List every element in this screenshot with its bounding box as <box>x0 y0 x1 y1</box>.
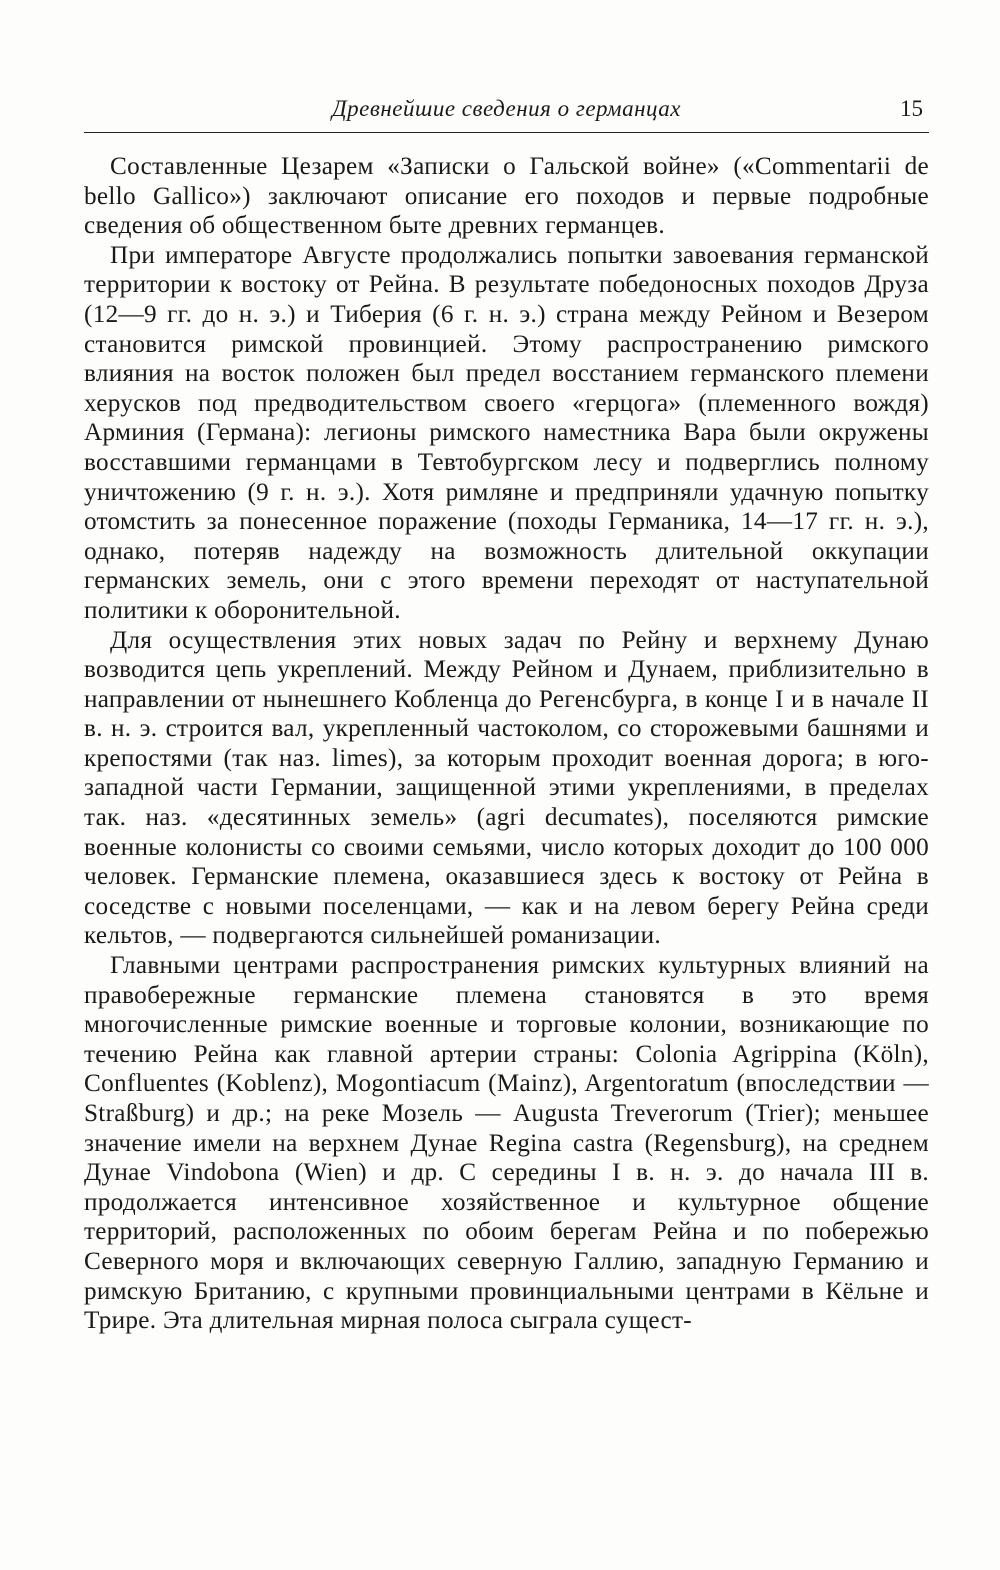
running-header <box>84 94 929 133</box>
page-number: 15 <box>900 96 923 121</box>
running-title: Древнейшие сведения о германцах <box>332 96 681 121</box>
paragraph-4: Главными центрами распространения римских культурных влияний на правобережные германские племена становятся в это время многочисленные римские военные и торговые колонии, возникающие по течению Рейна как главной артерии страны: Colonia Agrippina (Köln), Confluentes (Koblenz), Mogontiacum (Mainz), Argentoratum (впоследствии — Straßburg) и др.; на реке Мозель — Augusta Treverorum (Trier); меньшее значение имели на верхнем Дунае Regina castra (Regensburg), на среднем Дунае Vindobona (Wien) и др. С середины I в. н. э. до начала III в. продолжается интенсивное хозяйственное и культурное общение территорий, расположенных по обоим берегам Рейна и по побережью Северного моря и включающих северную Галлию, западную Германию и римскую Британию, с крупными провинциальными центрами в Кёльне и Трире. Эта длительная мирная полоса сыграла сущест- <box>84 952 929 1335</box>
paragraph-3: Для осуществления этих новых задач по Рейну и верхнему Дунаю возводится цепь укреплений. Между Рейном и Дунаем, приблизительно в направлении от нынешнего Кобленца до Регенсбурга, в конце I и в начале II в. н. э. строится вал, укрепленный частоколом, со сторожевыми башнями и крепостями (так наз. limes), за которым проходит военная дорога; в юго-западной части Германии, защищенной этими укреплениями, в пределах так. наз. «десятинных земель» (agri decumates), поселяются римские военные колонисты со своими семьями, число которых доходит до 100 000 человек. Германские племена, оказавшиеся здесь к востоку от Рейна в соседстве с новыми поселенцами, — как и на левом берегу Рейна среди кельтов, — подвергаются сильнейшей романизации. <box>84 626 929 950</box>
paragraph-1: Составленные Цезарем «Записки о Гальской войне» («Commentarii de bello Gallico») заключают описание его походов и первые подробные сведения об общественном быте древних германцев. <box>84 153 929 240</box>
paragraph-2: При императоре Августе продолжались попытки завоевания германской территории к востоку от Рейна. В результате победоносных походов Друза (12—9 гг. до н. э.) и Тиберия (6 г. н. э.) страна между Рейном и Везером становится римской провинцией. Этому распространению римского влияния на восток положен был предел восстанием германского племени херусков под предводительством своего «герцога» (племенного вождя) Арминия (Германа): легионы римского наместника Вара были окружены восставшими германцами в Тевтобургском лесу и подверглись полному уничтожению (9 г. н. э.). Хотя римляне и предприняли удачную попытку отомстить за понесенное поражение (походы Германика, 14—17 гг. н. э.), однако, потеряв надежду на возможность длительной оккупации германских земель, они с этого времени переходят от наступательной политики к оборонительной. <box>84 241 929 624</box>
body-text <box>84 152 929 1336</box>
